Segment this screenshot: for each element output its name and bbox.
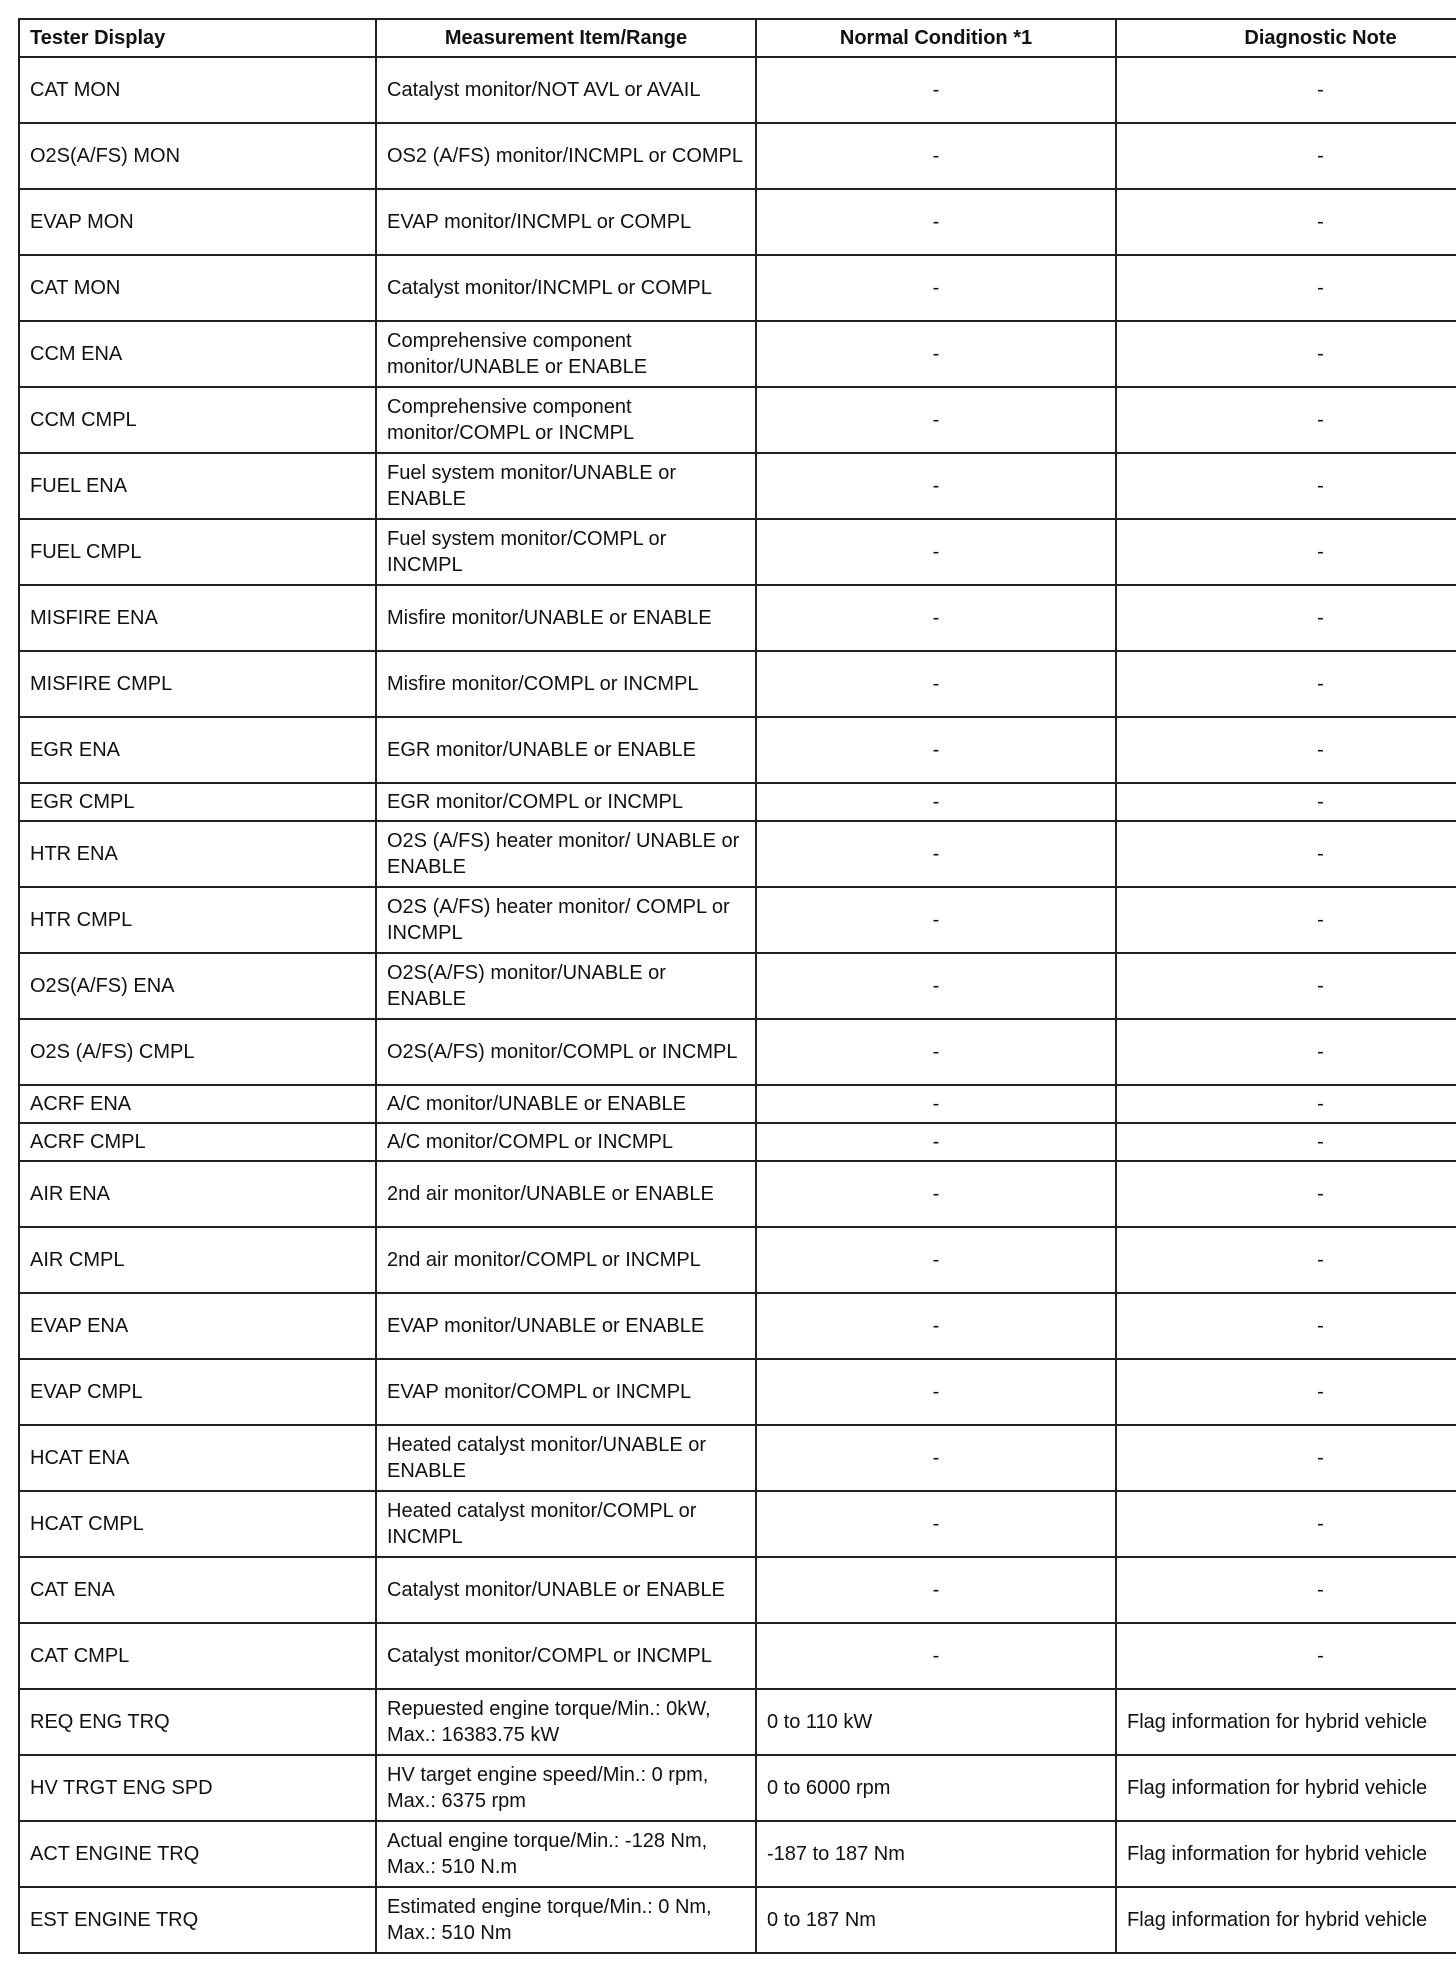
data-list-table xyxy=(18,18,1456,1954)
cell-measurement-item: O2S (A/FS) heater monitor/ COMPL or INCMPL xyxy=(376,887,756,953)
cell-normal-condition: - xyxy=(756,1085,1116,1123)
cell-normal-condition: - xyxy=(756,387,1116,453)
cell-normal-condition: - xyxy=(756,651,1116,717)
header-measurement-item: Measurement Item/Range xyxy=(376,19,756,57)
cell-diagnostic-note: Flag information for hybrid vehicle xyxy=(1116,1755,1456,1821)
cell-diagnostic-note: - xyxy=(1116,1227,1456,1293)
table-row xyxy=(19,453,1456,519)
cell-diagnostic-note: - xyxy=(1116,1161,1456,1227)
cell-tester-display: MISFIRE ENA xyxy=(19,585,376,651)
cell-tester-display: AIR CMPL xyxy=(19,1227,376,1293)
cell-diagnostic-note: - xyxy=(1116,189,1456,255)
cell-measurement-item: OS2 (A/FS) monitor/INCMPL or COMPL xyxy=(376,123,756,189)
cell-diagnostic-note: - xyxy=(1116,123,1456,189)
cell-normal-condition: - xyxy=(756,57,1116,123)
table-row xyxy=(19,1161,1456,1227)
table-row xyxy=(19,1123,1456,1161)
table-row xyxy=(19,1425,1456,1491)
cell-normal-condition: -187 to 187 Nm xyxy=(756,1821,1116,1887)
cell-diagnostic-note: Flag information for hybrid vehicle xyxy=(1116,1821,1456,1887)
cell-normal-condition: - xyxy=(756,953,1116,1019)
table-row xyxy=(19,783,1456,821)
cell-normal-condition: - xyxy=(756,717,1116,783)
cell-tester-display: ACRF CMPL xyxy=(19,1123,376,1161)
cell-diagnostic-note: - xyxy=(1116,57,1456,123)
cell-diagnostic-note: - xyxy=(1116,519,1456,585)
cell-tester-display: EGR ENA xyxy=(19,717,376,783)
cell-tester-display: EVAP MON xyxy=(19,189,376,255)
cell-measurement-item: Actual engine torque/Min.: -128 Nm, Max.: 510 N.m xyxy=(376,1821,756,1887)
cell-diagnostic-note: - xyxy=(1116,321,1456,387)
table-row xyxy=(19,821,1456,887)
cell-tester-display: ACT ENGINE TRQ xyxy=(19,1821,376,1887)
cell-diagnostic-note: - xyxy=(1116,783,1456,821)
cell-measurement-item: O2S(A/FS) monitor/COMPL or INCMPL xyxy=(376,1019,756,1085)
table-body xyxy=(19,57,1456,1953)
cell-normal-condition: - xyxy=(756,1019,1116,1085)
table-row xyxy=(19,1623,1456,1689)
cell-normal-condition: - xyxy=(756,1491,1116,1557)
cell-measurement-item: 2nd air monitor/UNABLE or ENABLE xyxy=(376,1161,756,1227)
table-row xyxy=(19,1821,1456,1887)
cell-measurement-item: Fuel system monitor/UNABLE or ENABLE xyxy=(376,453,756,519)
cell-tester-display: HCAT ENA xyxy=(19,1425,376,1491)
cell-tester-display: O2S(A/FS) ENA xyxy=(19,953,376,1019)
cell-diagnostic-note: - xyxy=(1116,1491,1456,1557)
cell-measurement-item: Catalyst monitor/UNABLE or ENABLE xyxy=(376,1557,756,1623)
cell-normal-condition: - xyxy=(756,887,1116,953)
cell-diagnostic-note: - xyxy=(1116,651,1456,717)
cell-tester-display: EVAP CMPL xyxy=(19,1359,376,1425)
table-row xyxy=(19,1085,1456,1123)
cell-measurement-item: 2nd air monitor/COMPL or INCMPL xyxy=(376,1227,756,1293)
table-row xyxy=(19,1557,1456,1623)
table-row xyxy=(19,1755,1456,1821)
cell-tester-display: EVAP ENA xyxy=(19,1293,376,1359)
cell-measurement-item: Comprehensive component monitor/COMPL or INCMPL xyxy=(376,387,756,453)
cell-measurement-item: Repuested engine torque/Min.: 0kW, Max.: 16383.75 kW xyxy=(376,1689,756,1755)
cell-diagnostic-note: - xyxy=(1116,821,1456,887)
cell-tester-display: HCAT CMPL xyxy=(19,1491,376,1557)
table-row xyxy=(19,717,1456,783)
cell-tester-display: HTR CMPL xyxy=(19,887,376,953)
cell-measurement-item: Catalyst monitor/COMPL or INCMPL xyxy=(376,1623,756,1689)
table-row xyxy=(19,887,1456,953)
cell-diagnostic-note: - xyxy=(1116,887,1456,953)
cell-tester-display: EST ENGINE TRQ xyxy=(19,1887,376,1953)
table-row xyxy=(19,1019,1456,1085)
table-row xyxy=(19,953,1456,1019)
cell-normal-condition: - xyxy=(756,1123,1116,1161)
table-row xyxy=(19,1359,1456,1425)
table-header-row xyxy=(19,19,1456,57)
cell-normal-condition: - xyxy=(756,1293,1116,1359)
cell-measurement-item: EVAP monitor/UNABLE or ENABLE xyxy=(376,1293,756,1359)
cell-tester-display: CAT MON xyxy=(19,57,376,123)
cell-normal-condition: - xyxy=(756,321,1116,387)
cell-measurement-item: Misfire monitor/COMPL or INCMPL xyxy=(376,651,756,717)
cell-measurement-item: Catalyst monitor/NOT AVL or AVAIL xyxy=(376,57,756,123)
table-row xyxy=(19,1887,1456,1953)
cell-tester-display: CAT MON xyxy=(19,255,376,321)
cell-measurement-item: A/C monitor/COMPL or INCMPL xyxy=(376,1123,756,1161)
cell-tester-display: REQ ENG TRQ xyxy=(19,1689,376,1755)
cell-diagnostic-note: - xyxy=(1116,387,1456,453)
cell-measurement-item: Fuel system monitor/COMPL or INCMPL xyxy=(376,519,756,585)
cell-normal-condition: - xyxy=(756,123,1116,189)
cell-tester-display: AIR ENA xyxy=(19,1161,376,1227)
cell-tester-display: CAT CMPL xyxy=(19,1623,376,1689)
cell-normal-condition: - xyxy=(756,519,1116,585)
cell-diagnostic-note: - xyxy=(1116,953,1456,1019)
cell-normal-condition: 0 to 110 kW xyxy=(756,1689,1116,1755)
table-row xyxy=(19,1293,1456,1359)
cell-measurement-item: Catalyst monitor/INCMPL or COMPL xyxy=(376,255,756,321)
cell-tester-display: HTR ENA xyxy=(19,821,376,887)
cell-tester-display: ACRF ENA xyxy=(19,1085,376,1123)
cell-diagnostic-note: - xyxy=(1116,1085,1456,1123)
cell-measurement-item: Misfire monitor/UNABLE or ENABLE xyxy=(376,585,756,651)
cell-tester-display: EGR CMPL xyxy=(19,783,376,821)
cell-normal-condition: - xyxy=(756,1557,1116,1623)
cell-tester-display: O2S(A/FS) MON xyxy=(19,123,376,189)
cell-normal-condition: - xyxy=(756,1227,1116,1293)
cell-measurement-item: EGR monitor/UNABLE or ENABLE xyxy=(376,717,756,783)
cell-tester-display: CAT ENA xyxy=(19,1557,376,1623)
cell-measurement-item: Heated catalyst monitor/UNABLE or ENABLE xyxy=(376,1425,756,1491)
cell-measurement-item: EVAP monitor/INCMPL or COMPL xyxy=(376,189,756,255)
cell-measurement-item: Heated catalyst monitor/COMPL or INCMPL xyxy=(376,1491,756,1557)
table-row xyxy=(19,57,1456,123)
cell-measurement-item: EVAP monitor/COMPL or INCMPL xyxy=(376,1359,756,1425)
cell-diagnostic-note: Flag information for hybrid vehicle xyxy=(1116,1689,1456,1755)
cell-diagnostic-note: - xyxy=(1116,1425,1456,1491)
cell-diagnostic-note: - xyxy=(1116,1293,1456,1359)
cell-tester-display: MISFIRE CMPL xyxy=(19,651,376,717)
table-row xyxy=(19,585,1456,651)
table-row xyxy=(19,255,1456,321)
cell-measurement-item: HV target engine speed/Min.: 0 rpm, Max.: 6375 rpm xyxy=(376,1755,756,1821)
table-row xyxy=(19,189,1456,255)
cell-tester-display: FUEL ENA xyxy=(19,453,376,519)
table-row xyxy=(19,387,1456,453)
cell-normal-condition: 0 to 187 Nm xyxy=(756,1887,1116,1953)
cell-normal-condition: - xyxy=(756,821,1116,887)
cell-normal-condition: - xyxy=(756,1161,1116,1227)
header-normal-condition: Normal Condition *1 xyxy=(756,19,1116,57)
cell-measurement-item: O2S(A/FS) monitor/UNABLE or ENABLE xyxy=(376,953,756,1019)
cell-diagnostic-note: - xyxy=(1116,717,1456,783)
cell-diagnostic-note: - xyxy=(1116,585,1456,651)
cell-diagnostic-note: Flag information for hybrid vehicle xyxy=(1116,1887,1456,1953)
document-page xyxy=(18,18,1436,1954)
table-row xyxy=(19,321,1456,387)
cell-normal-condition: - xyxy=(756,255,1116,321)
table-row xyxy=(19,519,1456,585)
cell-tester-display: FUEL CMPL xyxy=(19,519,376,585)
cell-normal-condition: - xyxy=(756,585,1116,651)
cell-normal-condition: - xyxy=(756,1359,1116,1425)
cell-diagnostic-note: - xyxy=(1116,1623,1456,1689)
table-row xyxy=(19,1227,1456,1293)
cell-tester-display: CCM ENA xyxy=(19,321,376,387)
cell-diagnostic-note: - xyxy=(1116,1123,1456,1161)
cell-measurement-item: O2S (A/FS) heater monitor/ UNABLE or ENABLE xyxy=(376,821,756,887)
cell-tester-display: HV TRGT ENG SPD xyxy=(19,1755,376,1821)
cell-normal-condition: - xyxy=(756,1623,1116,1689)
cell-measurement-item: Estimated engine torque/Min.: 0 Nm, Max.: 510 Nm xyxy=(376,1887,756,1953)
table-row xyxy=(19,1491,1456,1557)
cell-diagnostic-note: - xyxy=(1116,1019,1456,1085)
cell-normal-condition: - xyxy=(756,783,1116,821)
cell-normal-condition: - xyxy=(756,189,1116,255)
cell-diagnostic-note: - xyxy=(1116,1557,1456,1623)
cell-measurement-item: Comprehensive component monitor/UNABLE or ENABLE xyxy=(376,321,756,387)
table-row xyxy=(19,651,1456,717)
cell-normal-condition: - xyxy=(756,453,1116,519)
cell-measurement-item: EGR monitor/COMPL or INCMPL xyxy=(376,783,756,821)
table-row xyxy=(19,123,1456,189)
cell-diagnostic-note: - xyxy=(1116,255,1456,321)
cell-tester-display: CCM CMPL xyxy=(19,387,376,453)
table-row xyxy=(19,1689,1456,1755)
cell-tester-display: O2S (A/FS) CMPL xyxy=(19,1019,376,1085)
cell-normal-condition: 0 to 6000 rpm xyxy=(756,1755,1116,1821)
cell-measurement-item: A/C monitor/UNABLE or ENABLE xyxy=(376,1085,756,1123)
cell-diagnostic-note: - xyxy=(1116,1359,1456,1425)
header-tester-display: Tester Display xyxy=(19,19,376,57)
cell-normal-condition: - xyxy=(756,1425,1116,1491)
cell-diagnostic-note: - xyxy=(1116,453,1456,519)
header-diagnostic-note: Diagnostic Note xyxy=(1116,19,1456,57)
